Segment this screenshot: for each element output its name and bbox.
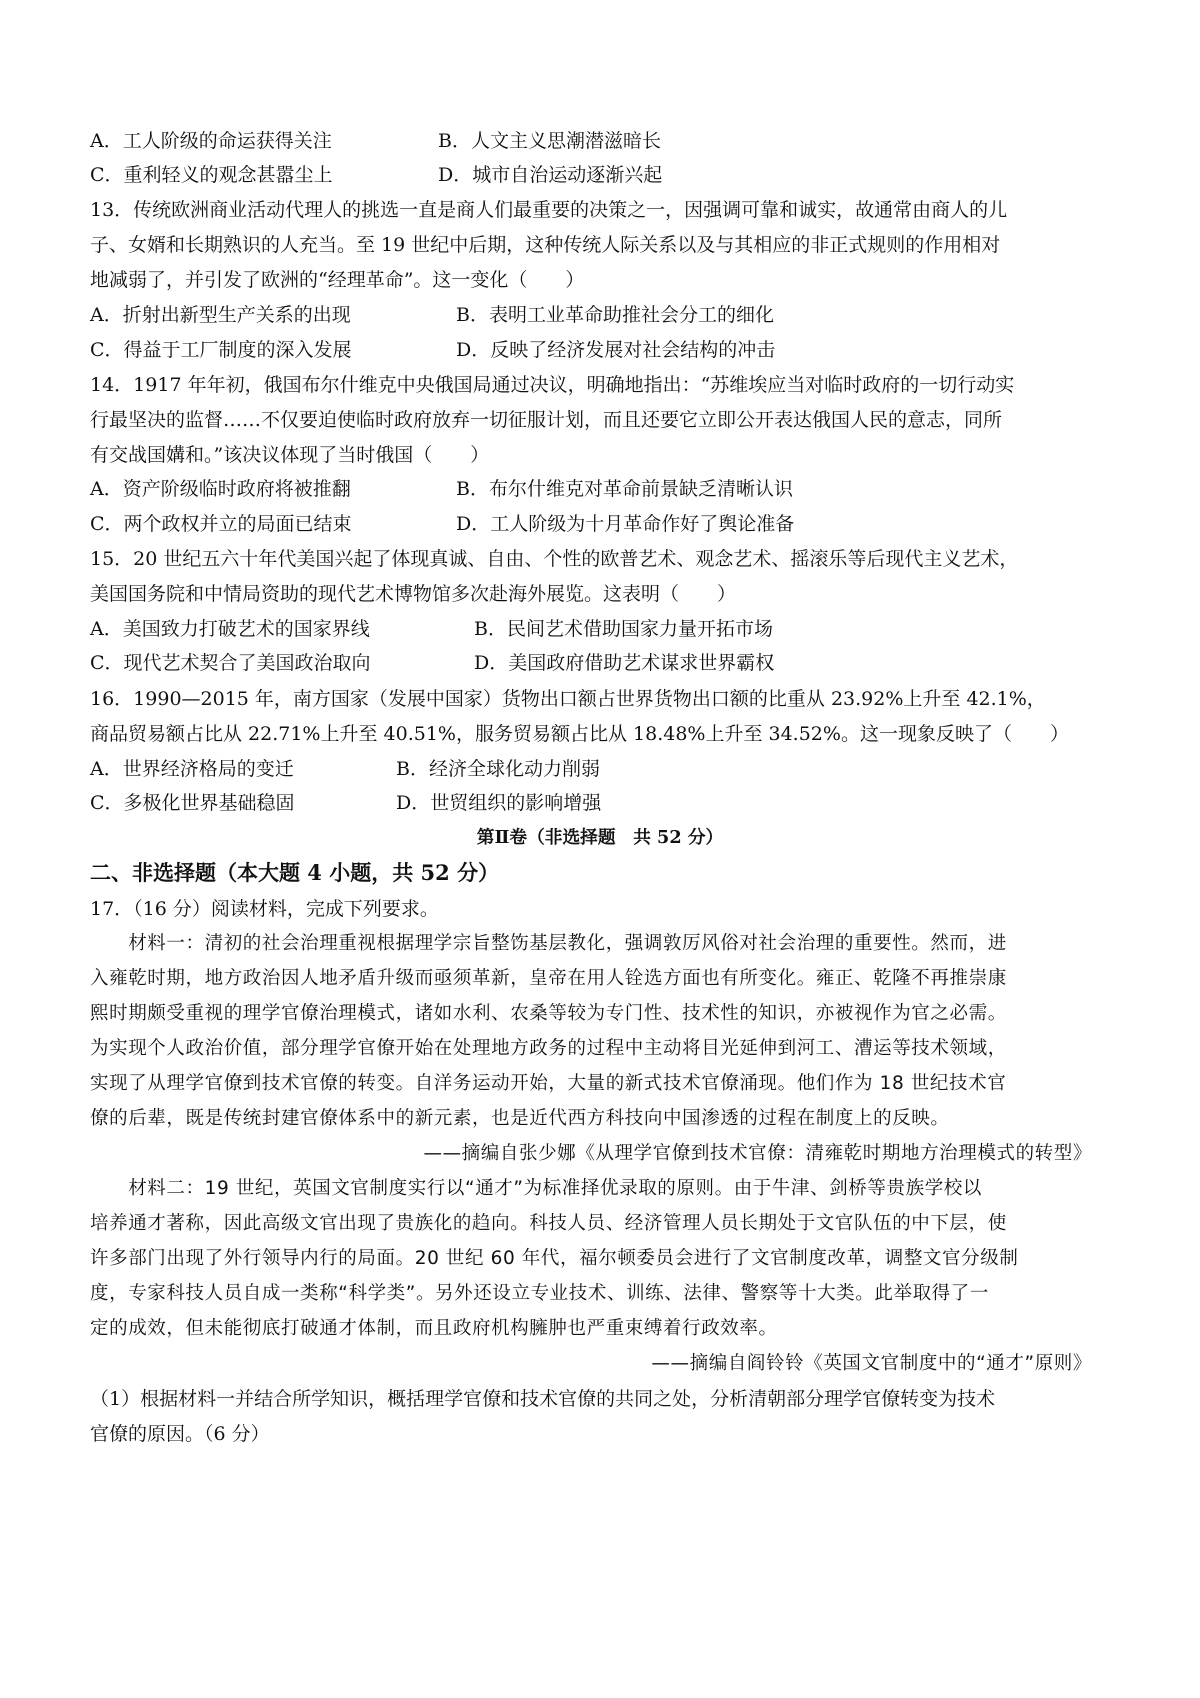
q12-option-c: C．重利轻义的观念甚嚣尘上: [90, 164, 333, 186]
q17-material1-line-5: 实现了从理学官僚到技术官僚的转变。自洋务运动开始，大量的新式技术官僚涌现。他们作为 18 世纪技术官: [90, 1073, 1007, 1094]
q17-material1-line-2: 入雍乾时期，地方政治因人地矛盾升级而亟须革新，皇帝在用人铨选方面也有所变化。雍正、乾隆不再推崇康: [90, 968, 1007, 989]
q17-material1-line-4: 为实现个人政治价值，部分理学官僚开始在处理地方政务的过程中主动将目光延伸到河工、漕运等技术领域，: [90, 1038, 1007, 1059]
q17-sub1-line-2: 官僚的原因。（6 分）: [90, 1423, 270, 1445]
q13-stem-line-1: 13．传统欧洲商业活动代理人的挑选一直是商人们最重要的决策之一，因强调可靠和诚实，故通常由商人的儿: [90, 199, 1008, 221]
q16-option-a: A．世界经济格局的变迁: [90, 758, 294, 780]
q13-stem-line-2: 子、女婿和长期熟识的人充当。至 19 世纪中后期，这种传统人际关系以及与其相应的非正式规则的作用相对: [90, 234, 1001, 256]
section2-heading: 二、非选择题（本大题 4 小题，共 52 分）: [90, 860, 500, 885]
q17-material2-line-4: 度，专家科技人员自成一类称“科学类”。另外还设立专业技术、训练、法律、警察等十大类。此举取得了一: [90, 1283, 989, 1304]
q15-option-a: A．美国致力打破艺术的国家界线: [90, 618, 370, 640]
q16-stem-line-2: 商品贸易额占比从 22.71%上升至 40.51%，服务贸易额占比从 18.48%上升至 34.52%。这一现象反映了（ ）: [90, 723, 1069, 745]
q17-intro: 17．（16 分）阅读材料，完成下列要求。: [90, 898, 439, 920]
q12-option-d: D．城市自治运动逐渐兴起: [438, 164, 663, 186]
q14-option-a: A．资产阶级临时政府将被推翻: [90, 478, 351, 500]
q17-material2-line-2: 培养通才著称，因此高级文官出现了贵族化的趋向。科技人员、经济管理人员长期处于文官队伍的中下层，使: [90, 1213, 1007, 1234]
q13-option-a: A．折射出新型生产关系的出现: [90, 304, 351, 326]
q17-material2-line-5: 定的成效，但未能彻底打破通才体制，而且政府机构臃肿也严重束缚着行政效率。: [90, 1318, 778, 1339]
q16-stem-line-1: 16．1990—2015 年，南方国家（发展中国家）货物出口额占世界货物出口额的比重从 23.92%上升至 42.1%，: [90, 688, 1046, 710]
q15-option-d: D．美国政府借助艺术谋求世界霸权: [474, 652, 775, 674]
q15-stem-line-2: 美国国务院和中情局资助的现代艺术博物馆多次赴海外展览。这表明（ ）: [90, 583, 737, 605]
q14-stem-line-2: 行最坚决的监督……不仅要迫使临时政府放弃一切征服计划，而且还要它立即公开表达俄国人民的意志，同所: [90, 409, 1003, 431]
q14-option-d: D．工人阶级为十月革命作好了舆论准备: [456, 513, 795, 535]
q14-stem-line-3: 有交战国媾和。”该决议体现了当时俄国（ ）: [90, 444, 490, 466]
q13-stem-line-3: 地减弱了，并引发了欧洲的“经理革命”。这一变化（ ）: [90, 269, 585, 291]
q14-stem-line-1: 14．1917 年年初，俄国布尔什维克中央俄国局通过决议，明确地指出：“苏维埃应当对临时政府的一切行动实: [90, 374, 1015, 396]
q13-option-d: D．反映了经济发展对社会结构的冲击: [456, 339, 776, 361]
q17-material1-line-3: 熙时期颇受重视的理学官僚治理模式，诸如水利、农桑等较为专门性、技术性的知识，亦被视作为官之必需。: [90, 1003, 1007, 1024]
q13-option-c: C．得益于工厂制度的深入发展: [90, 339, 352, 361]
q16-option-c: C．多极化世界基础稳固: [90, 792, 295, 814]
q17-material2-line-1: 材料二：19 世纪，英国文官制度实行以“通才”为标准择优录取的原则。由于牛津、剑桥等贵族学校以: [90, 1178, 982, 1199]
q17-material2-line-3: 许多部门出现了外行领导内行的局面。20 世纪 60 年代，福尔顿委员会进行了文官制度改革，调整文官分级制: [90, 1248, 1019, 1269]
q17-source2: ——摘编自阎铃铃《英国文官制度中的“通才”原则》: [651, 1353, 1092, 1374]
q16-option-b: B．经济全球化动力削弱: [396, 758, 600, 780]
q15-option-c: C．现代艺术契合了美国政治取向: [90, 652, 371, 674]
q14-option-b: B．布尔什维克对革命前景缺乏清晰认识: [456, 478, 793, 500]
q12-option-a: A．工人阶级的命运获得关注: [90, 130, 332, 152]
q16-option-d: D．世贸组织的影响增强: [396, 792, 602, 814]
q15-option-b: B．民间艺术借助国家力量开拓市场: [474, 618, 773, 640]
q14-option-c: C．两个政权并立的局面已结束: [90, 513, 352, 535]
q12-option-b: B．人文主义思潮潜滋暗长: [438, 130, 661, 152]
q17-source1: ——摘编自张少娜《从理学官僚到技术官僚：清雍乾时期地方治理模式的转型》: [423, 1143, 1092, 1164]
q13-option-b: B．表明工业革命助推社会分工的细化: [456, 304, 774, 326]
q17-material1-line-6: 僚的后辈，既是传统封建官僚体系中的新元素，也是近代西方科技向中国渗透的过程在制度上的反映。: [90, 1108, 950, 1129]
q17-sub1-line-1: （1）根据材料一并结合所学知识，概括理学官僚和技术官僚的共同之处，分析清朝部分理学官僚转变为技术: [90, 1388, 996, 1410]
q17-material1-line-1: 材料一：清初的社会治理重视根据理学宗旨整饬基层教化，强调敦厉风俗对社会治理的重要性。然而，进: [90, 933, 1007, 954]
part2-title: 第Ⅱ卷（非选择题 共 52 分）: [476, 827, 724, 848]
q15-stem-line-1: 15．20 世纪五六十年代美国兴起了体现真诚、自由、个性的欧普艺术、观念艺术、摇滚乐等后现代主义艺术，: [90, 548, 1019, 570]
